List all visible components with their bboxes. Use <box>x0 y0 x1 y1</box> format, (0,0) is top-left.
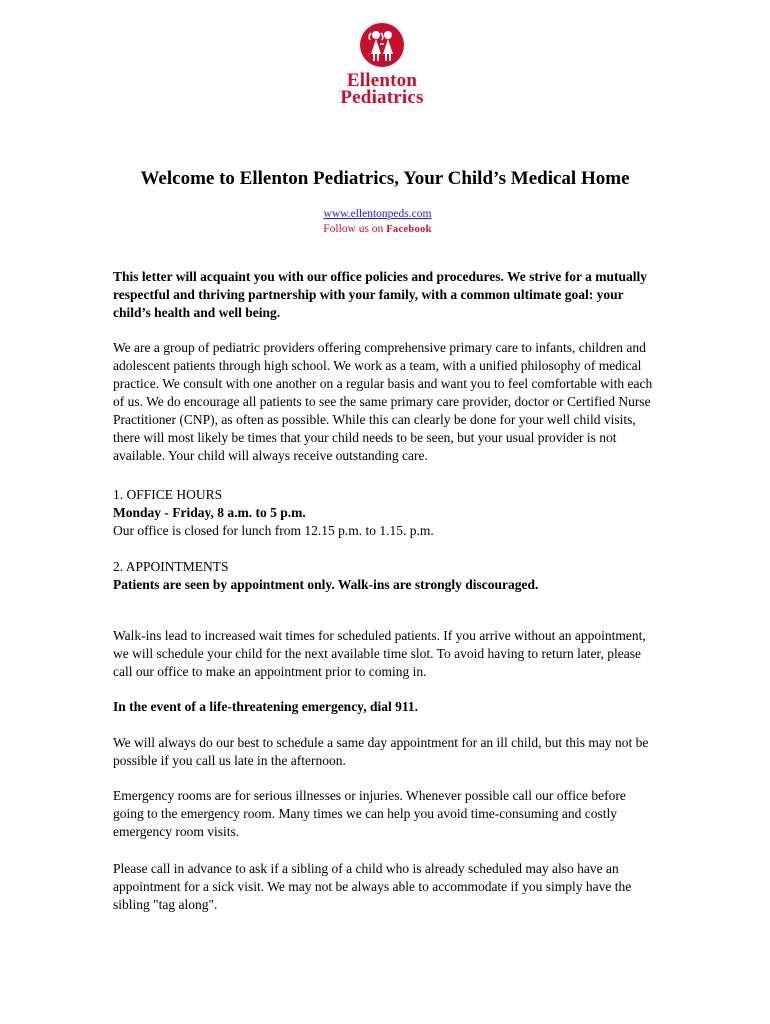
logo-name-line1: Ellenton <box>346 70 418 91</box>
sibling-paragraph: Please call in advance to ask if a sibling of a child who is already scheduled may also have an appointment for a sick visit. We may not be always able to accommodate if you simply have the sibling "tag along". <box>113 860 632 912</box>
appointments-heading: 2. APPOINTMENTS <box>113 559 229 574</box>
office-hours-heading: 1. OFFICE HOURS <box>113 487 223 502</box>
follow-line <box>0 222 755 237</box>
follow-prefix: Follow us on <box>323 223 384 235</box>
lunch-closure-text: Our office is closed for lunch from 12.15 p.m. to 1.15. p.m. <box>113 523 434 538</box>
page-title: Welcome to Ellenton Pediatrics, Your Child’s Medical Home <box>140 168 630 189</box>
logo-name-line2: Pediatrics <box>340 87 424 108</box>
logo-wordmark <box>322 72 442 106</box>
about-paragraph: We are a group of pediatric providers offering comprehensive primary care to infants, children and adolescent patients through high school. We work as a team, with a unified philosophy of medical practice. We consult with one another on a regular basis and want you to feel comfortable with each of us. We do encourage all patients to see the same primary care provider, doctor or Certified Nurse Practitioner (CNP), as often as possible. While this can clearly be done for your well child visits, there will most likely be times that your child needs to be seen, but your usual provider is not available. Your child will always receive outstanding care. <box>113 339 653 463</box>
website-link[interactable]: www.ellentonpeds.com <box>323 208 432 220</box>
intro-paragraph: This letter will acquaint you with our office policies and procedures. We strive for a mutually respectful and thriving partnership with your family, with a common ultimate goal: your child’s health and well being. <box>113 268 648 320</box>
ellenton-pediatrics-logo <box>322 22 442 106</box>
walkins-paragraph: Walk-ins lead to increased wait times for scheduled patients. If you arrive without an appointment, we will schedule your child for the next available time slot. To avoid having to return later, please call our office to make an appointment prior to coming in. <box>113 627 646 679</box>
office-hours-section <box>113 486 658 540</box>
appointments-section <box>113 558 658 594</box>
contact-links <box>0 207 755 237</box>
children-logo-icon <box>359 22 405 68</box>
emergency-notice: In the event of a life-threatening emergency, dial 911. <box>113 698 418 714</box>
office-hours-times: Monday - Friday, 8 a.m. to 5 p.m. <box>113 505 306 520</box>
facebook-link[interactable]: Facebook <box>386 224 432 235</box>
appointments-policy: Patients are seen by appointment only. Walk-ins are strongly discouraged. <box>113 577 539 592</box>
emergency-room-paragraph: Emergency rooms are for serious illnesses or injuries. Whenever possible call our office before going to the emergency room. Many times we can help you avoid time-consuming and costly emergency room visits. <box>113 787 626 839</box>
same-day-paragraph: We will always do our best to schedule a same day appointment for an ill child, but this may not be possible if you call us late in the afternoon. <box>113 734 649 768</box>
